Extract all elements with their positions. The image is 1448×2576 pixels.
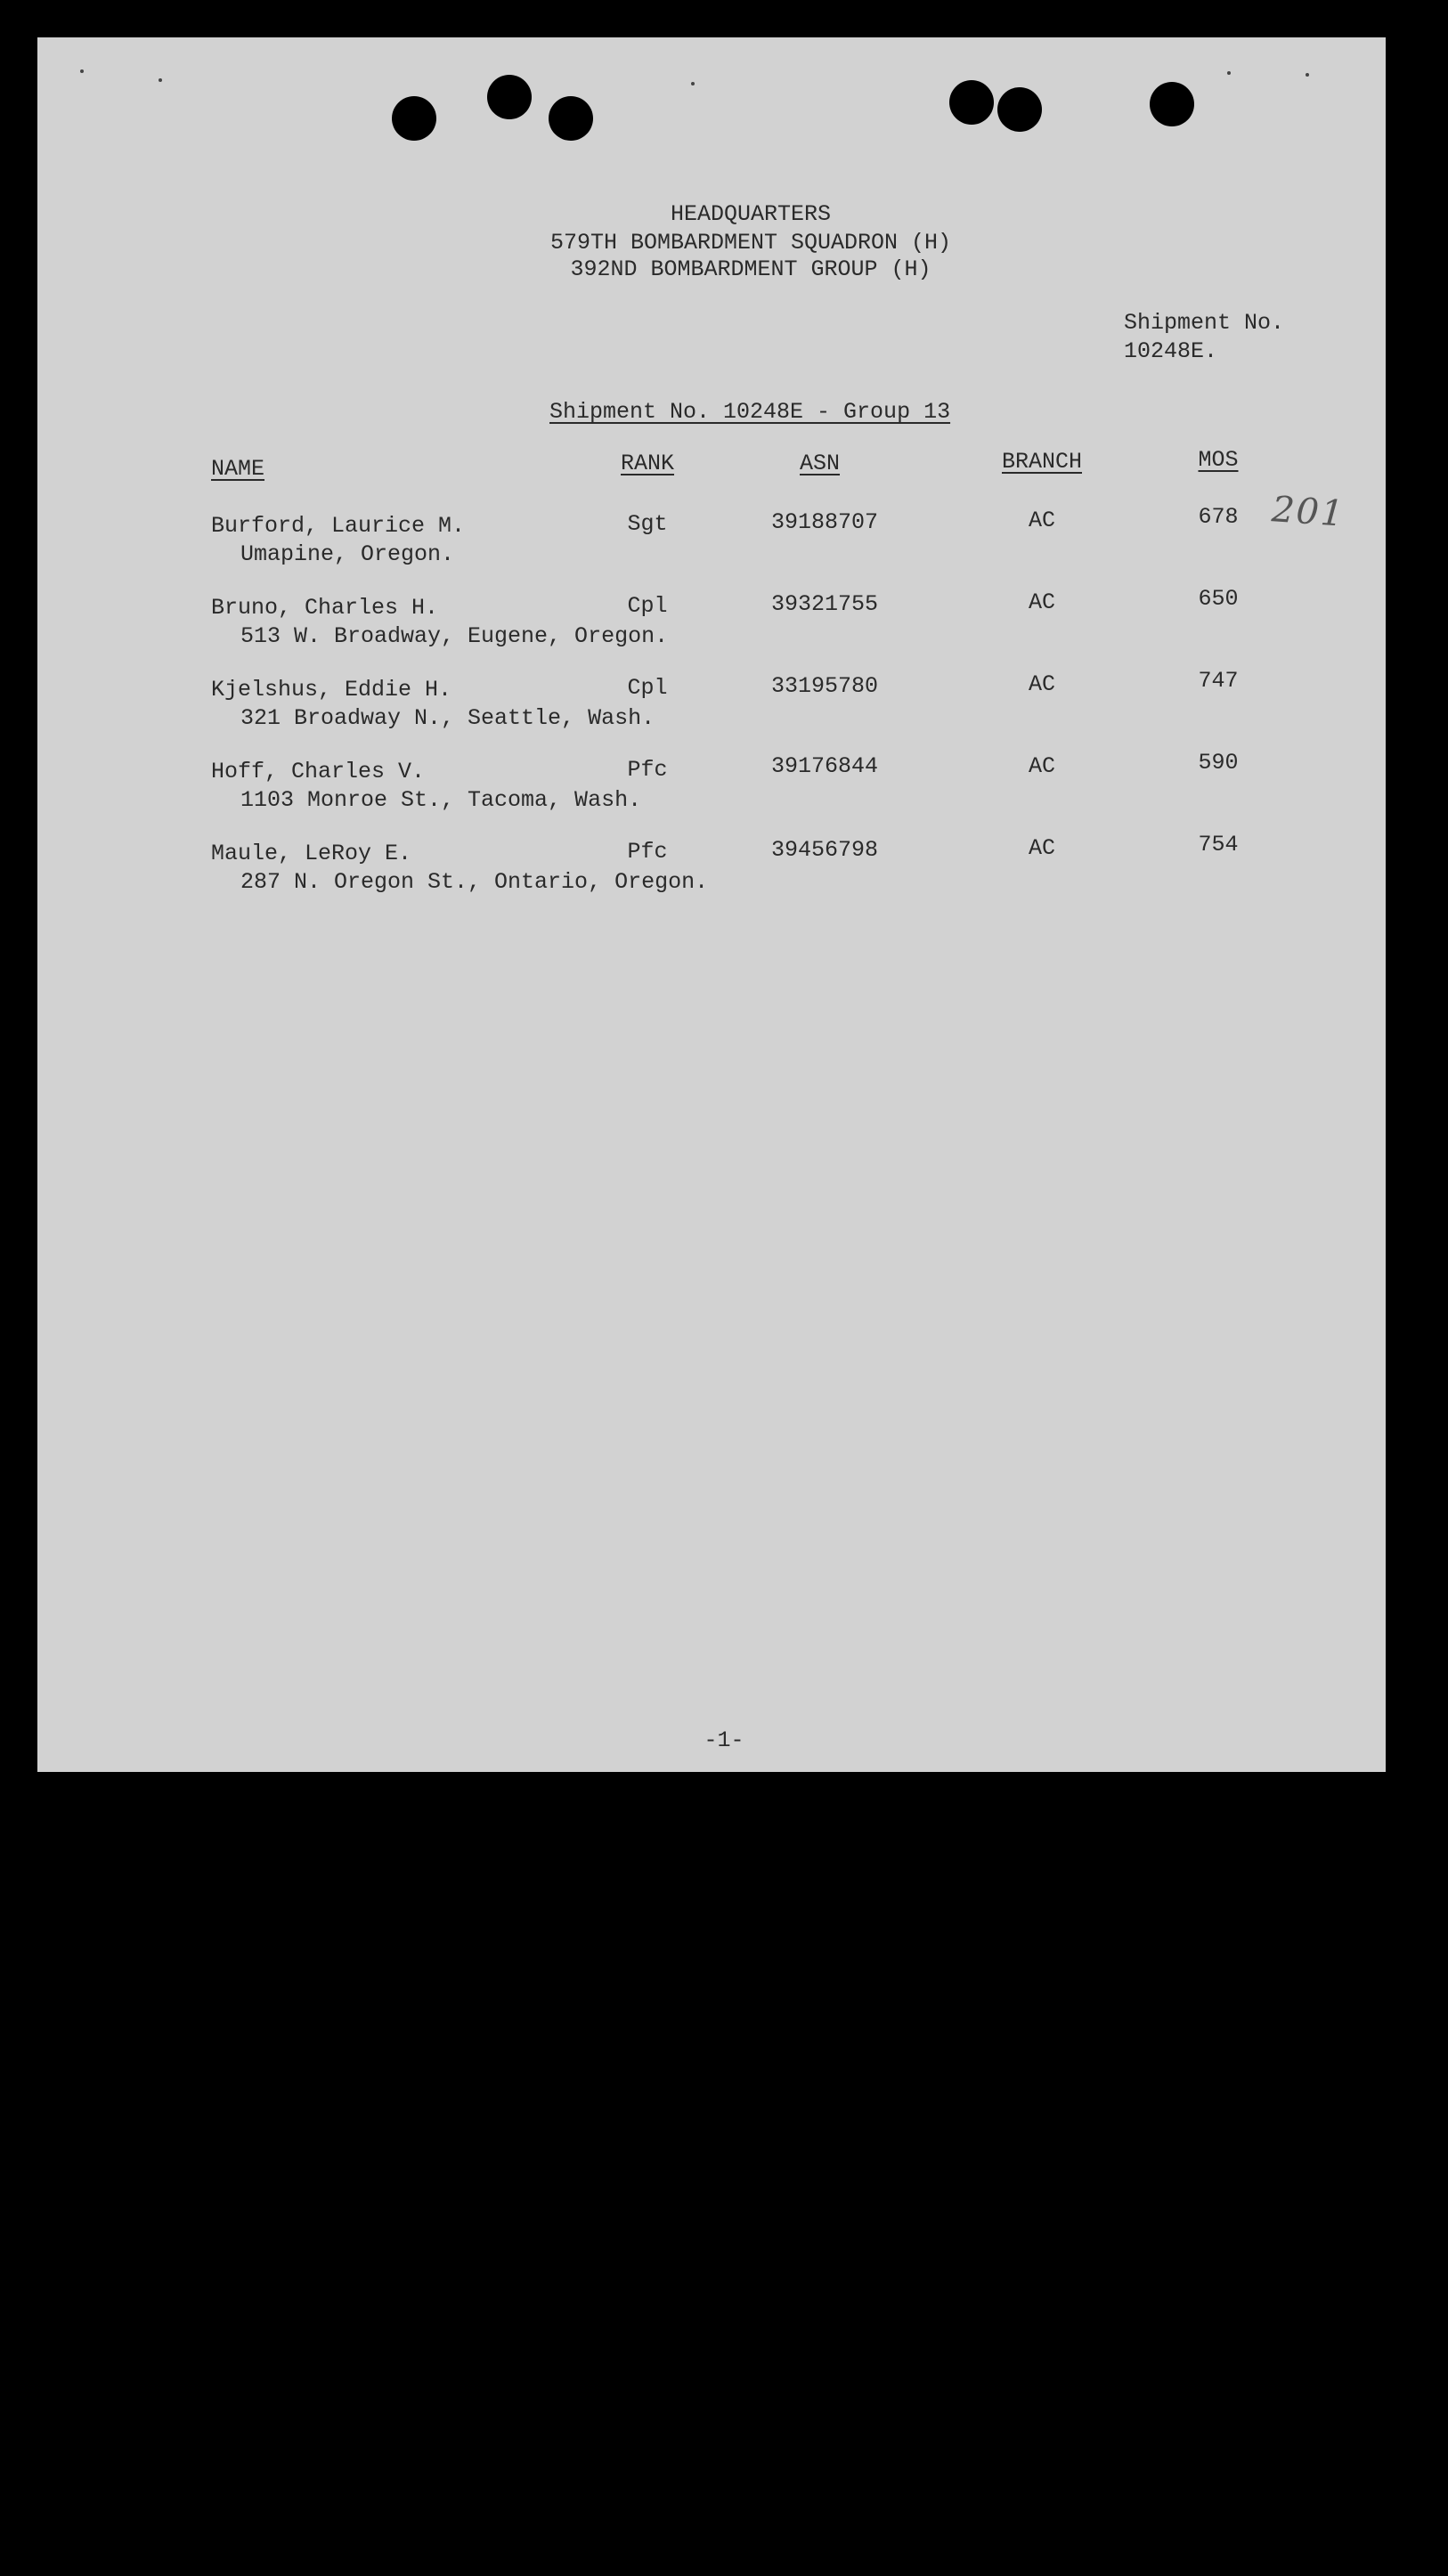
column-header-asn: ASN <box>800 451 841 476</box>
row-name: Burford, Laurice M. <box>211 513 466 539</box>
row-mos: 650 <box>1198 586 1239 612</box>
column-header-mos: MOS <box>1198 447 1239 473</box>
row-name: Kjelshus, Eddie H. <box>211 677 452 703</box>
shipment-ref-label: Shipment No. <box>1124 310 1285 336</box>
punch-hole <box>949 80 994 125</box>
punch-hole <box>487 75 532 119</box>
row-rank: Sgt <box>627 511 668 537</box>
punch-hole <box>549 96 593 141</box>
header-line-1: HEADQUARTERS <box>670 201 832 227</box>
row-address: 513 W. Broadway, Eugene, Oregon. <box>240 623 669 649</box>
paper-speck <box>159 78 162 82</box>
row-mos: 747 <box>1198 668 1239 694</box>
row-rank: Pfc <box>627 839 668 865</box>
row-branch: AC <box>1028 753 1055 779</box>
row-rank: Cpl <box>627 593 668 619</box>
row-asn: 39188707 <box>771 509 879 535</box>
document-title: Shipment No. 10248E - Group 13 <box>549 399 951 425</box>
row-asn: 39176844 <box>771 753 879 779</box>
row-rank: Pfc <box>627 757 668 783</box>
handwritten-note: 201 <box>1270 489 1346 535</box>
row-branch: AC <box>1028 589 1055 615</box>
document-page <box>37 37 1386 1772</box>
column-header-name: NAME <box>211 456 265 482</box>
row-address: 1103 Monroe St., Tacoma, Wash. <box>240 787 642 813</box>
row-asn: 33195780 <box>771 673 879 699</box>
paper-speck <box>1306 73 1309 77</box>
header-line-2: 579TH BOMBARDMENT SQUADRON (H) <box>549 230 952 256</box>
row-rank: Cpl <box>627 675 668 701</box>
row-address: 287 N. Oregon St., Ontario, Oregon. <box>240 869 709 895</box>
punch-hole <box>392 96 436 141</box>
paper-speck <box>80 69 84 73</box>
column-header-rank: RANK <box>621 451 675 476</box>
row-asn: 39321755 <box>771 591 879 617</box>
paper-speck <box>691 82 695 85</box>
row-address: 321 Broadway N., Seattle, Wash. <box>240 705 655 731</box>
row-name: Bruno, Charles H. <box>211 595 439 621</box>
row-address: Umapine, Oregon. <box>240 541 455 567</box>
row-asn: 39456798 <box>771 837 879 863</box>
row-mos: 678 <box>1198 504 1239 530</box>
row-mos: 754 <box>1198 832 1239 857</box>
punch-hole <box>1150 82 1194 126</box>
row-mos: 590 <box>1198 750 1239 776</box>
column-header-branch: BRANCH <box>1001 449 1082 475</box>
shipment-ref-number: 10248E. <box>1124 338 1218 364</box>
row-name: Maule, LeRoy E. <box>211 841 412 866</box>
row-branch: AC <box>1028 835 1055 861</box>
row-branch: AC <box>1028 508 1055 533</box>
header-line-3: 392ND BOMBARDMENT GROUP (H) <box>570 256 931 282</box>
paper-speck <box>1227 71 1231 75</box>
page-number: -1- <box>704 1727 744 1753</box>
punch-hole <box>997 87 1042 132</box>
row-branch: AC <box>1028 671 1055 697</box>
row-name: Hoff, Charles V. <box>211 759 426 784</box>
